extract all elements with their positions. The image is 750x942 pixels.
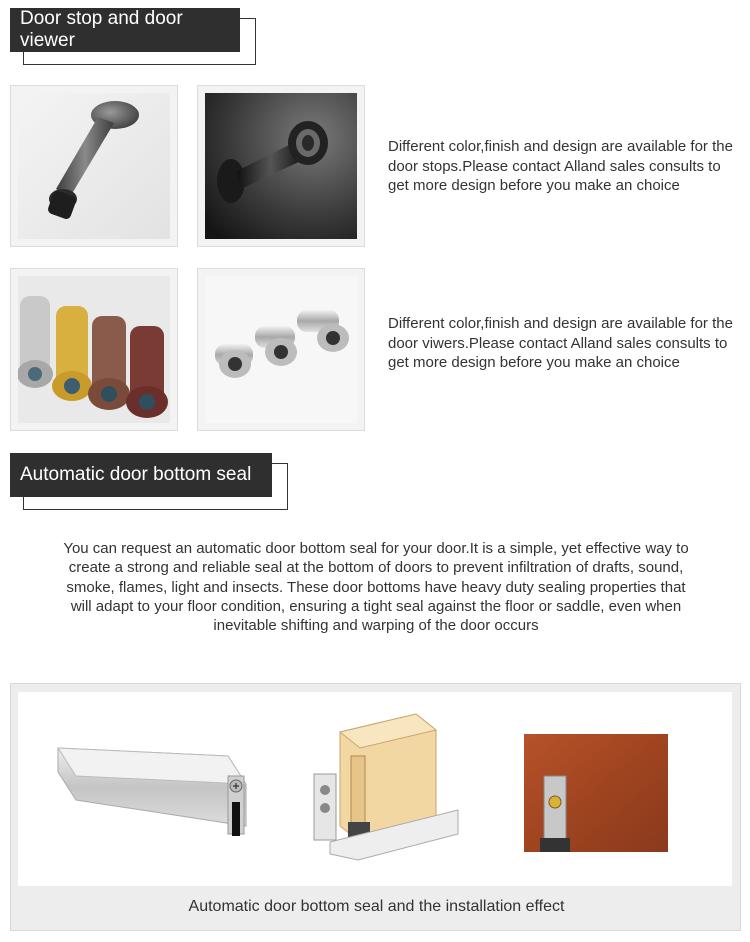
door-viewers-colors-image xyxy=(18,276,170,423)
gallery-caption: Automatic door bottom seal and the installation effect xyxy=(188,898,565,915)
heading-title: Automatic door bottom seal xyxy=(20,464,252,485)
door-viewer-photo-2 xyxy=(197,268,365,431)
door-viewers-silver-image xyxy=(205,276,357,423)
heading-tab xyxy=(10,8,240,52)
door-viewers-description: Different color,finish and design are available for the door viwers.Please contact Alland sales consults to get more design before you make an choice xyxy=(388,315,733,371)
door-stop-photo-2 xyxy=(197,85,365,247)
heading-title: Door stop and door viewer xyxy=(20,8,183,51)
gallery-image-panel xyxy=(18,692,732,886)
seal-installation-image xyxy=(314,714,458,860)
door-viewer-photo-1 xyxy=(10,268,178,431)
door-bottom-seal-gallery xyxy=(10,683,741,931)
heading-tab xyxy=(10,453,272,497)
door-stop-photo-1 xyxy=(10,85,178,247)
door-stops-description: Different color,finish and design are available for the door stops.Please contact Alland sales consults to get more design before you make an choice xyxy=(388,138,733,194)
door-bottom-seal-illustrations xyxy=(18,692,732,886)
seal-profile-image xyxy=(58,748,246,836)
door-bottom-seal-paragraph: You can request an automatic door bottom seal for your door.It is a simple, yet effective way to create a strong and reliable seal at the bottom of doors to prevent infiltration of drafts, sound, smoke, flames, light and insects. These door bottoms have heavy duty sealing properties that will adapt to your floor condition, ensuring a tight seal against the floor or saddle, even when inevitable shifting and warping of the door occurs xyxy=(63,540,689,635)
seal-door-effect-image xyxy=(524,734,668,852)
door-stop-brushed-image xyxy=(18,93,170,239)
door-stop-dark-image xyxy=(205,93,357,239)
